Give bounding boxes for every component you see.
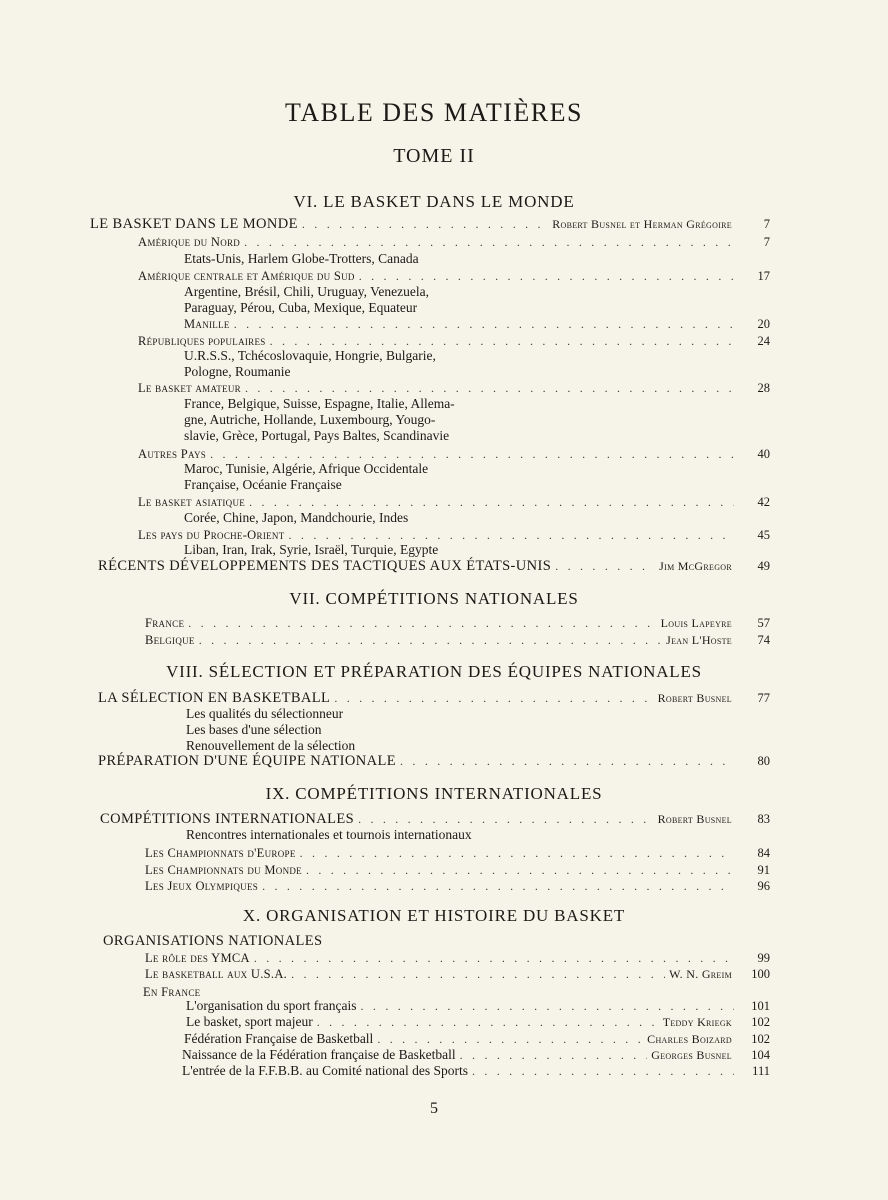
entry-subtext: Renouvellement de la sélection	[186, 738, 356, 753]
toc-entry	[138, 333, 770, 349]
entry-page: 7	[763, 217, 770, 231]
entry-label: Manille	[184, 317, 230, 331]
entry-subtext: France, Belgique, Suisse, Espagne, Italie, Allema-	[184, 396, 455, 411]
entry-page: 83	[757, 812, 770, 826]
entry-subtext: Française, Océanie Française	[184, 477, 342, 492]
entry-author: Robert Busnel	[657, 691, 732, 705]
dot-leader	[317, 1014, 659, 1030]
entry-page: 96	[757, 879, 770, 893]
section-heading-x: X. ORGANISATION ET HISTOIRE DU BASKET	[242, 906, 626, 925]
entry-page: 99	[757, 951, 770, 965]
entry-author: Teddy Kriegk	[662, 1015, 732, 1029]
entry-label: Les pays du Proche-Orient	[138, 528, 285, 542]
toc-entry	[145, 966, 770, 982]
entry-page: 104	[751, 1048, 770, 1062]
toc-entry	[145, 950, 770, 966]
entry-page: 49	[757, 559, 770, 573]
section-heading-viii: VIII. SÉLECTION ET PRÉPARATION DES ÉQUIPES NATIONALES	[166, 662, 702, 681]
entry-subtext: Corée, Chine, Japon, Mandchourie, Indes	[184, 510, 409, 525]
toc-entry	[145, 615, 770, 631]
entry-page: 20	[757, 317, 770, 331]
toc-entry	[103, 933, 770, 949]
dot-leader	[460, 1047, 648, 1063]
entry-label: Belgique	[145, 633, 195, 647]
dot-leader	[245, 380, 734, 396]
entry-label: PRÉPARATION D'UNE ÉQUIPE NATIONALE	[98, 753, 397, 769]
entry-author: Jean L'Hoste	[666, 633, 732, 647]
page-number: 5	[430, 1100, 438, 1117]
entry-author: Louis Lapeyre	[660, 616, 732, 630]
dot-leader	[300, 845, 734, 861]
entry-subtext: Maroc, Tunisie, Algérie, Afrique Occidentale	[184, 461, 429, 476]
toc-entry	[138, 234, 770, 250]
tome-heading: TOME II	[393, 145, 475, 167]
entry-label: Amérique du Nord	[138, 235, 241, 249]
entry-page: 91	[757, 863, 770, 877]
dot-leader	[334, 690, 653, 706]
toc-entry	[138, 268, 770, 284]
toc-entry	[138, 380, 770, 396]
entry-label: LE BASKET DANS LE MONDE	[90, 216, 298, 232]
entry-author: Robert Busnel	[657, 812, 732, 826]
entry-page: 84	[757, 846, 770, 860]
entry-label: Les Jeux Olympiques	[145, 879, 259, 893]
dot-leader	[254, 950, 734, 966]
toc-entry	[186, 998, 770, 1014]
section-heading-vi: VI. LE BASKET DANS LE MONDE	[293, 192, 575, 211]
entry-label: LA SÉLECTION EN BASKETBALL	[98, 690, 331, 706]
entry-author: Robert Busnel et Herman Grégoire	[552, 217, 732, 231]
entry-page: 102	[751, 1032, 770, 1046]
toc-entry	[184, 1031, 770, 1047]
dot-leader	[199, 632, 662, 648]
entry-page: 28	[757, 381, 770, 395]
toc-entry	[98, 690, 770, 706]
dot-leader	[555, 558, 655, 574]
entry-page: 74	[757, 633, 770, 647]
entry-label: COMPÉTITIONS INTERNATIONALES	[100, 811, 355, 827]
entry-label: Les Championnats du Monde	[145, 863, 302, 877]
entry-page: 102	[751, 1015, 770, 1029]
entry-label: Naissance de la Fédération française de Basketball	[182, 1047, 456, 1062]
dot-leader	[358, 811, 654, 827]
toc-entry	[186, 1014, 770, 1030]
entry-label: ORGANISATIONS NATIONALES	[103, 933, 323, 949]
entry-page: 17	[757, 269, 770, 283]
dot-leader	[234, 316, 734, 332]
dot-leader	[361, 998, 734, 1014]
page-title: TABLE DES MATIÈRES	[285, 98, 583, 127]
entry-author: Georges Busnel	[651, 1048, 732, 1062]
entry-label: RÉCENTS DÉVELOPPEMENTS DES TACTIQUES AUX ÉTATS-UNIS	[98, 558, 552, 574]
toc-entry	[145, 862, 770, 878]
entry-author: Jim McGregor	[659, 559, 732, 573]
entry-page: 45	[757, 528, 770, 542]
section-heading-ix: IX. COMPÉTITIONS INTERNATIONALES	[265, 784, 603, 803]
toc-entry	[98, 753, 770, 769]
entry-page: 77	[757, 691, 770, 705]
entry-subtext: Rencontres internationales et tournois internationaux	[186, 827, 472, 842]
entry-label: Le basket amateur	[138, 381, 241, 395]
dot-leader	[262, 878, 734, 894]
entry-subtext: slavie, Grèce, Portugal, Pays Baltes, Scandinavie	[184, 428, 450, 443]
entry-label: Le basket asiatique	[138, 495, 246, 509]
entry-label: Les Championnats d'Europe	[145, 846, 296, 860]
toc-entry	[182, 1063, 770, 1079]
dot-leader	[472, 1063, 734, 1079]
entry-label: Le rôle des YMCA	[145, 951, 250, 965]
entry-page: 24	[757, 334, 770, 348]
dot-leader	[289, 527, 734, 543]
entry-label: En France	[143, 985, 201, 999]
toc-entry	[98, 558, 770, 574]
entry-subtext: Paraguay, Pérou, Cuba, Mexique, Equateur	[184, 300, 418, 315]
entry-page: 111	[752, 1064, 770, 1078]
entry-page: 80	[757, 754, 770, 768]
entry-subtext: Etats-Unis, Harlem Globe-Trotters, Canada	[184, 251, 419, 266]
toc-entry	[90, 216, 770, 232]
entry-page: 42	[757, 495, 770, 509]
toc-entry	[182, 1047, 770, 1063]
dot-leader	[244, 234, 734, 250]
entry-subtext: gne, Autriche, Hollande, Luxembourg, Yougo-	[184, 412, 436, 427]
entry-label: Républiques populaires	[138, 334, 266, 348]
section-heading-vii: VII. COMPÉTITIONS NATIONALES	[289, 589, 579, 608]
toc-entry	[145, 845, 770, 861]
entry-subtext: Les qualités du sélectionneur	[186, 706, 344, 721]
dot-leader	[291, 966, 665, 982]
dot-leader	[188, 615, 656, 631]
dot-leader	[210, 446, 734, 462]
entry-subtext: Argentine, Brésil, Chili, Uruguay, Venezuela,	[184, 284, 429, 299]
entry-subtext: U.R.S.S., Tchécoslovaquie, Hongrie, Bulgarie,	[184, 348, 436, 363]
entry-label: Le basketball aux U.S.A.	[145, 967, 288, 981]
entry-author: W. N. Greim	[669, 967, 732, 981]
dot-leader	[249, 494, 734, 510]
entry-subtext: Liban, Iran, Irak, Syrie, Israël, Turquie, Egypte	[184, 542, 439, 557]
entry-page: 57	[757, 616, 770, 630]
dot-leader	[377, 1031, 643, 1047]
dot-leader	[302, 216, 548, 232]
dot-leader	[270, 333, 734, 349]
entry-subtext: Pologne, Roumanie	[184, 364, 291, 379]
entry-label: Le basket, sport majeur	[186, 1014, 313, 1029]
toc-entry	[138, 527, 770, 543]
entry-label: France	[145, 616, 185, 630]
entry-page: 40	[757, 447, 770, 461]
entry-page: 100	[751, 967, 770, 981]
toc-entry	[138, 446, 770, 462]
dot-leader	[306, 862, 734, 878]
entry-label: Autres Pays	[138, 447, 207, 461]
entry-page: 7	[763, 235, 770, 249]
toc-entry	[145, 878, 770, 894]
entry-label: L'organisation du sport français	[186, 998, 357, 1013]
entry-author: Charles Boizard	[647, 1032, 732, 1046]
entry-label: L'entrée de la F.F.B.B. au Comité national des Sports	[182, 1063, 468, 1078]
entry-page: 101	[751, 999, 770, 1013]
toc-entry	[184, 316, 770, 332]
toc-entry	[138, 494, 770, 510]
entry-label: Amérique centrale et Amérique du Sud	[138, 269, 355, 283]
entry-label: Fédération Française de Basketball	[184, 1031, 374, 1046]
dot-leader	[400, 753, 734, 769]
toc-entry	[145, 632, 770, 648]
dot-leader	[359, 268, 734, 284]
entry-subtext: Les bases d'une sélection	[186, 722, 322, 737]
toc-entry	[100, 811, 770, 827]
